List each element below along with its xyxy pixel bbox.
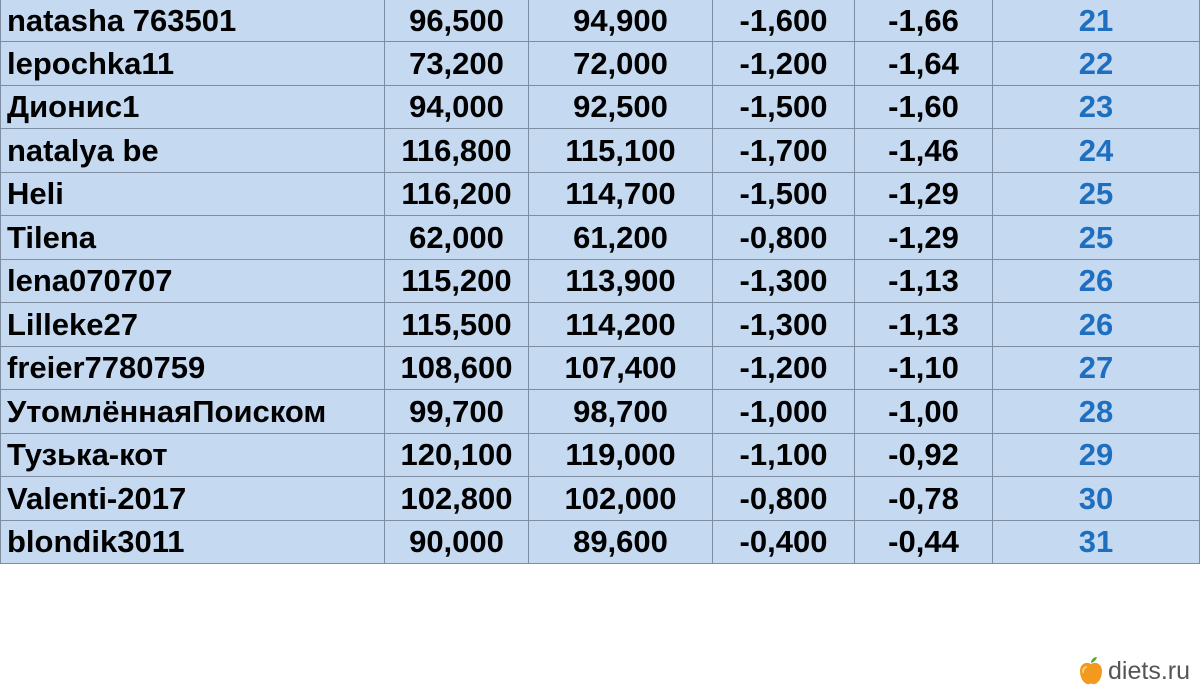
apple-icon (1078, 656, 1104, 686)
cell-name: lepochka11 (1, 42, 385, 86)
cell-start-weight: 73,200 (385, 42, 529, 86)
cell-current-weight: 119,000 (529, 433, 713, 477)
cell-percent-change: -1,46 (855, 129, 993, 173)
cell-current-weight: 115,100 (529, 129, 713, 173)
table-row (1, 129, 1200, 173)
cell-name: Tilena (1, 216, 385, 260)
cell-weight-change: -1,100 (713, 433, 855, 477)
cell-rank: 31 (993, 520, 1200, 564)
diets-ru-watermark (1078, 656, 1190, 686)
cell-percent-change: -1,60 (855, 85, 993, 129)
cell-weight-change: -1,200 (713, 346, 855, 390)
cell-weight-change: -0,800 (713, 477, 855, 521)
cell-start-weight: 116,200 (385, 172, 529, 216)
table-row (1, 172, 1200, 216)
table-row (1, 42, 1200, 86)
table-row (1, 216, 1200, 260)
cell-weight-change: -1,300 (713, 303, 855, 347)
cell-weight-change: -0,400 (713, 520, 855, 564)
cell-percent-change: -0,78 (855, 477, 993, 521)
table-row (1, 303, 1200, 347)
cell-name: УтомлённаяПоиском (1, 390, 385, 434)
cell-rank: 21 (993, 0, 1200, 42)
cell-percent-change: -1,29 (855, 172, 993, 216)
cell-current-weight: 92,500 (529, 85, 713, 129)
cell-rank: 23 (993, 85, 1200, 129)
cell-rank: 22 (993, 42, 1200, 86)
cell-name: lena070707 (1, 259, 385, 303)
cell-name: freier7780759 (1, 346, 385, 390)
table-row (1, 390, 1200, 434)
cell-current-weight: 94,900 (529, 0, 713, 42)
cell-current-weight: 89,600 (529, 520, 713, 564)
cell-weight-change: -1,600 (713, 0, 855, 42)
cell-start-weight: 96,500 (385, 0, 529, 42)
cell-current-weight: 107,400 (529, 346, 713, 390)
cell-percent-change: -0,92 (855, 433, 993, 477)
table-row (1, 477, 1200, 521)
cell-name: Valenti-2017 (1, 477, 385, 521)
cell-start-weight: 115,500 (385, 303, 529, 347)
table-row (1, 85, 1200, 129)
cell-start-weight: 116,800 (385, 129, 529, 173)
table-row (1, 346, 1200, 390)
cell-current-weight: 102,000 (529, 477, 713, 521)
cell-percent-change: -1,13 (855, 303, 993, 347)
table-row (1, 520, 1200, 564)
cell-name: Heli (1, 172, 385, 216)
cell-start-weight: 102,800 (385, 477, 529, 521)
cell-rank: 30 (993, 477, 1200, 521)
table-row (1, 259, 1200, 303)
cell-rank: 29 (993, 433, 1200, 477)
cell-weight-change: -1,500 (713, 85, 855, 129)
cell-weight-change: -1,500 (713, 172, 855, 216)
cell-start-weight: 120,100 (385, 433, 529, 477)
cell-start-weight: 62,000 (385, 216, 529, 260)
cell-current-weight: 72,000 (529, 42, 713, 86)
cell-rank: 26 (993, 303, 1200, 347)
cell-rank: 25 (993, 172, 1200, 216)
cell-name: blondik3011 (1, 520, 385, 564)
cell-percent-change: -1,29 (855, 216, 993, 260)
table-row (1, 433, 1200, 477)
cell-start-weight: 115,200 (385, 259, 529, 303)
cell-rank: 28 (993, 390, 1200, 434)
cell-percent-change: -1,10 (855, 346, 993, 390)
cell-weight-change: -1,700 (713, 129, 855, 173)
cell-rank: 27 (993, 346, 1200, 390)
cell-weight-change: -1,200 (713, 42, 855, 86)
cell-name: Тузька-кот (1, 433, 385, 477)
cell-current-weight: 98,700 (529, 390, 713, 434)
cell-name: Дионис1 (1, 85, 385, 129)
cell-start-weight: 99,700 (385, 390, 529, 434)
cell-current-weight: 61,200 (529, 216, 713, 260)
cell-current-weight: 114,700 (529, 172, 713, 216)
cell-weight-change: -1,300 (713, 259, 855, 303)
cell-percent-change: -1,64 (855, 42, 993, 86)
cell-current-weight: 113,900 (529, 259, 713, 303)
cell-percent-change: -1,66 (855, 0, 993, 42)
cell-rank: 24 (993, 129, 1200, 173)
cell-rank: 26 (993, 259, 1200, 303)
cell-name: natalya be (1, 129, 385, 173)
table-row (1, 0, 1200, 42)
cell-start-weight: 90,000 (385, 520, 529, 564)
cell-percent-change: -1,00 (855, 390, 993, 434)
cell-weight-change: -0,800 (713, 216, 855, 260)
cell-current-weight: 114,200 (529, 303, 713, 347)
cell-percent-change: -0,44 (855, 520, 993, 564)
cell-start-weight: 108,600 (385, 346, 529, 390)
cell-name: Lilleke27 (1, 303, 385, 347)
cell-percent-change: -1,13 (855, 259, 993, 303)
cell-weight-change: -1,000 (713, 390, 855, 434)
watermark-text: diets.ru (1108, 656, 1190, 685)
cell-rank: 25 (993, 216, 1200, 260)
cell-name: natasha 763501 (1, 0, 385, 42)
cell-start-weight: 94,000 (385, 85, 529, 129)
